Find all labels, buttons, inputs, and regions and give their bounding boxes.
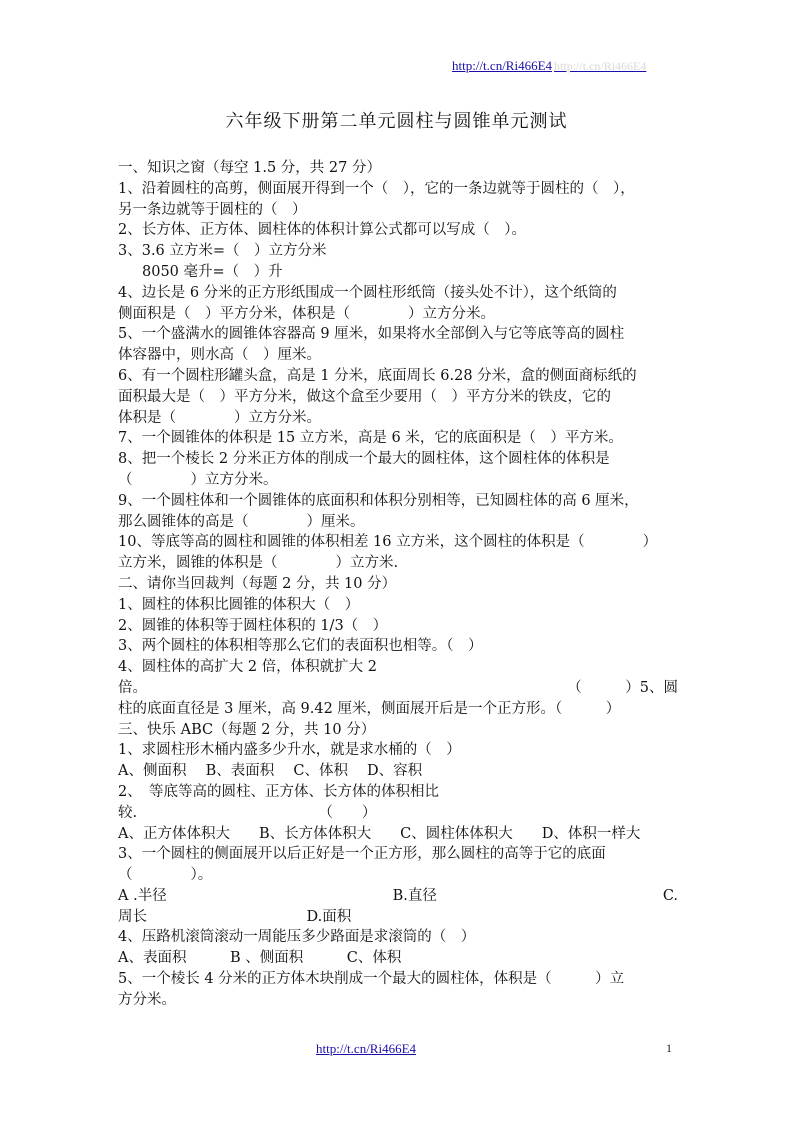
question-8-line-2: （ ）立方分米。 [118, 471, 278, 488]
choice-3-options-line-2: 周长 D.面积 [118, 908, 352, 925]
line-segment-3: C. [662, 887, 678, 904]
question-1-line-1: 1、沿着圆柱的高剪，侧面展开得到一个（ ），它的一条边就等于圆柱的（ ）， [118, 180, 635, 197]
question-10-line-2: 立方米，圆锥的体积是（ ）立方米. [118, 555, 399, 572]
choice-2-options: A、正方体体积大 B、长方体体积大 C、圆柱体体积大 D、体积一样大 [118, 825, 641, 842]
question-6-line-3: 体积是（ ）立方分米。 [118, 409, 321, 426]
choice-2-stem-line-1: 2、 等底等高的圆柱、正方体、长方体的体积相比 [118, 783, 439, 800]
question-2: 2、长方体、正方体、圆柱体的体积计算公式都可以写成（ ）。 [118, 222, 526, 239]
document-title: 六年级下册第二单元圆柱与圆锥单元测试 [225, 111, 568, 132]
line-segment-1: 倍。 [118, 679, 147, 696]
question-7: 7、一个圆锥体的体积是 15 立方米，高是 6 米，它的底面积是（ ）平方米。 [118, 430, 623, 447]
header-url[interactable]: http://t.cn/Ri466E4 [452, 58, 553, 73]
document-body [118, 158, 678, 1011]
question-5-line-2: 体容器中，则水高（ ）厘米。 [118, 347, 321, 364]
page-number: 1 [666, 1041, 672, 1055]
question-4-line-1: 4、边长是 6 分米的正方形纸围成一个圆柱形纸筒（接头处不计），这个纸筒的 [118, 284, 617, 301]
judge-3: 3、两个圆柱的体积相等那么它们的表面积也相等。（ ） [118, 638, 483, 655]
question-6-line-2: 面积最大是（ ）平方分米，做这个盒至少要用（ ）平方分米的铁皮，它的 [118, 388, 611, 405]
question-8-line-1: 8、把一个棱长 2 分米正方体的削成一个最大的圆柱体，这个圆柱体的体积是 [118, 451, 610, 468]
choice-2-stem-line-2: 较. （ ） [118, 804, 377, 821]
judge-4-line-2 [118, 678, 678, 699]
section-2-heading: 二、请你当回裁判（每题 2 分，共 10 分） [118, 575, 397, 592]
judge-5: 柱的底面直径是 3 厘米，高 9.42 厘米，侧面展开后是一个正方形。（ ） [118, 700, 621, 717]
choice-1-options: A、侧面积 B、表面积 C、体积 D、容积 [118, 763, 423, 780]
line-segment-1: A .半径 [118, 887, 167, 904]
header-ghost-url: http://t.cn/Ri466E4 [554, 59, 647, 73]
question-1-line-2: 另一条边就等于圆柱的（ ） [118, 201, 307, 218]
judge-4-line-1: 4、圆柱体的高扩大 2 倍，体积就扩大 2 [118, 659, 378, 676]
footer-link[interactable]: http://t.cn/Ri466E4 [316, 1041, 417, 1056]
question-9-line-2: 那么圆锥体的高是（ ）厘米。 [118, 513, 365, 530]
question-3-line-1: 3、3.6 立方米=（ ）立方分米 [118, 243, 327, 260]
choice-3-stem-line-2: （ ）。 [118, 867, 213, 884]
question-5-line-1: 5、一个盛满水的圆锥体容器高 9 厘米，如果将水全部倒入与它等底等高的圆柱 [118, 326, 625, 343]
question-4-line-2: 侧面积是（ ）平方分米，体积是（ ）立方分米。 [118, 305, 495, 322]
choice-1-stem: 1、求圆柱形木桶内盛多少升水，就是求水桶的（ ） [118, 742, 461, 759]
choice-5-stem-line-2: 方分米。 [118, 991, 176, 1008]
line-segment-2: （ ）5、圆 [567, 679, 678, 696]
header-link[interactable] [452, 58, 646, 74]
choice-5-stem-line-1: 5、一个棱长 4 分米的正方体木块削成一个最大的圆柱体，体积是（ ）立 [118, 971, 625, 988]
question-9-line-1: 9、一个圆柱体和一个圆锥体的底面积和体积分别相等，已知圆柱体的高 6 厘米， [118, 492, 639, 509]
question-6-line-1: 6、有一个圆柱形罐头盒，高是 1 分米，底面周长 6.28 分米，盒的侧面商标纸的 [118, 367, 637, 384]
choice-4-stem: 4、压路机滚筒滚动一周能压多少路面是求滚筒的（ ） [118, 929, 476, 946]
choice-3-options-line-1 [118, 886, 678, 907]
choice-4-options: A、表面积 B 、侧面积 C、体积 [118, 950, 402, 967]
judge-1: 1、圆柱的体积比圆锥的体积大（ ） [118, 596, 360, 613]
choice-3-stem-line-1: 3、一个圆柱的侧面展开以后正好是一个正方形，那么圆柱的高等于它的底面 [118, 846, 606, 863]
line-segment-2: B.直径 [392, 887, 437, 904]
section-3-heading: 三、快乐 ABC（每题 2 分，共 10 分） [118, 721, 376, 738]
judge-2: 2、圆锥的体积等于圆柱体积的 1/3（ ） [118, 617, 388, 634]
question-10-line-1: 10、等底等高的圆柱和圆锥的体积相差 16 立方米，这个圆柱的体积是（ ） [118, 534, 658, 551]
section-1-heading: 一、知识之窗（每空 1.5 分，共 27 分） [118, 160, 381, 176]
question-3-line-2: 8050 毫升=（ ）升 [142, 263, 283, 280]
